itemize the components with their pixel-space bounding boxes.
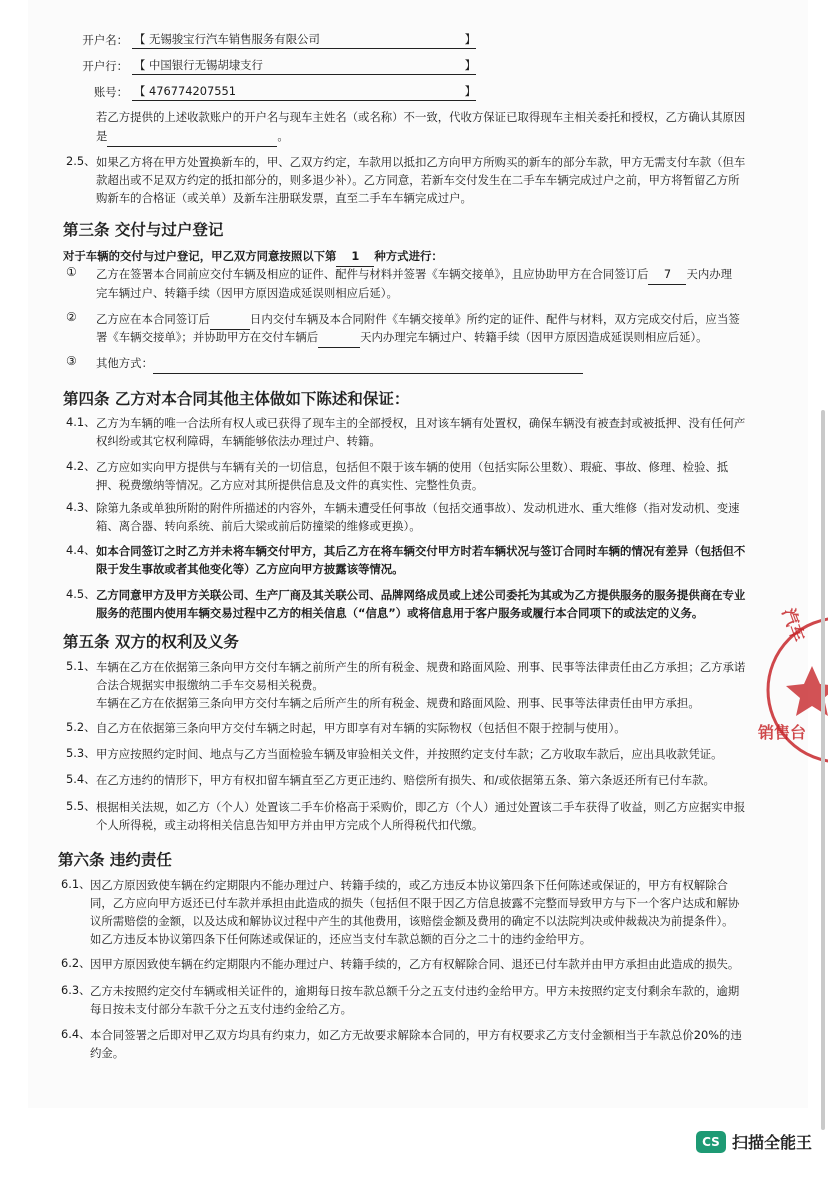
account-number-label: 账号： (93, 84, 128, 99)
clause-4-4-number: 4.4、 (66, 543, 96, 557)
option-1-line1-suffix: 天内办理 (686, 267, 733, 281)
clause-4-3-number: 4.3、 (66, 500, 96, 514)
close-bracket: 】 (464, 32, 476, 46)
clause-6-1-line1: 因乙方原因致使车辆在约定期限内不能办理过户、转籍手续的，或乙方违反本协议第四条下任何陈述或保证的，甲方有权解除合 (90, 878, 728, 892)
clause-6-3-line1: 乙方未按照约定交付车辆或相关证件的，逾期每日按车款总额千分之五支付违约金给甲方。甲方未按照约定支付剩余车款的，逾期 (90, 984, 740, 998)
option-2-line2-prefix: 署《车辆交接单》；并协助甲方在交付车辆后 (96, 330, 319, 344)
option-3-label: 其他方式： (96, 356, 153, 370)
account-note-suffix: 。 (277, 129, 289, 143)
option-1-days: 7 (648, 265, 686, 285)
clause-4-2-number: 4.2、 (66, 459, 96, 473)
clause-5-1-line2: 合法合规据实申报缴纳二手车交易相关税费。 (96, 678, 324, 692)
section-3-intro (63, 247, 443, 267)
clause-6-3-line2: 每日按未支付部分车款千分之五支付违约金给乙方。 (90, 1002, 352, 1016)
clause-6-4-number: 6.4、 (61, 1027, 91, 1041)
option-2-line2-suffix: 天内办理完车辆过户、转籍手续（因甲方原因造成延误则相应后延）。 (360, 330, 708, 344)
clause-5-4-line1: 在乙方违约的情形下，甲方有权扣留车辆直至乙方更正违约、赔偿所有损失、和/或依据第五条、第六条返还所有已付车款。 (96, 773, 715, 787)
account-bank-label: 开户行： (82, 58, 128, 73)
clause-6-4-line2: 约金。 (90, 1046, 125, 1060)
clause-5-5-line1: 根据相关法规，如乙方（个人）处置该二手车价格高于采购价，即乙方（个人）通过处置该二手车获得了收益，则乙方应据实申报 (96, 800, 746, 814)
section-3-title: 第三条 交付与过户登记 (63, 221, 224, 239)
option-2-line2 (96, 328, 708, 348)
clause-5-1-line3: 车辆在乙方在依据第三条向甲方交付车辆之后所产生的所有税金、规费和路面风险、刑事、民事等法律责任由甲方承担。 (96, 696, 700, 710)
account-bank-value: 【 中国银行无锡胡埭支行 (134, 58, 263, 72)
close-bracket: 】 (464, 84, 476, 98)
section-6-title: 第六条 违约责任 (58, 851, 172, 869)
option-2-mark: ② (66, 310, 77, 324)
section-3-intro-prefix: 对于车辆的交付与过户登记，甲乙双方同意按照以下第 (63, 249, 337, 263)
clause-2-5-number: 2.5、 (66, 154, 96, 168)
clause-5-2-number: 5.2、 (66, 720, 96, 734)
option-2-line1 (96, 310, 740, 330)
section-3-intro-suffix: 种方式进行： (374, 249, 443, 263)
clause-5-2-line1: 自乙方在依据第三条向甲方交付车辆之时起，甲方即享有对车辆的实际物权（包括但不限于控制与使用）。 (96, 721, 626, 735)
option-2-transfer-days-blank (318, 328, 360, 348)
camscanner-logo-icon: CS (696, 1131, 726, 1153)
option-1-line2: 完车辆过户、转籍手续（因甲方原因造成延误则相应后延）。 (96, 286, 398, 300)
clause-6-4-line1: 本合同签署之后即对甲乙双方均具有约束力，如乙方无故要求解除本合同的，甲方有权要求乙方支付金额相当于车款总价20%的违 (90, 1028, 742, 1042)
clause-5-5-number: 5.5、 (66, 799, 96, 813)
account-bank-field (132, 56, 476, 75)
clause-4-5-line1: 乙方同意甲方及甲方关联公司、生产厂商及其关联公司、品牌网络成员或上述公司委托为其或为乙方提供服务的服务提供商在专业 (96, 588, 746, 602)
method-choice: 1 (336, 247, 374, 267)
section-4-title: 第四条 乙方对本合同其他主体做如下陈述和保证： (63, 390, 410, 408)
clause-5-1-line1: 车辆在乙方在依据第三条向甲方交付车辆之前所产生的所有税金、规费和路面风险、刑事、民事等法律责任由乙方承担；乙方承诺 (96, 660, 746, 674)
option-2-line1-mid: 日内交付车辆及本合同附件《车辆交接单》所约定的证件、配件与材料，双方完成交付后，应当签 (249, 312, 740, 326)
account-note-line2 (96, 127, 289, 147)
clause-4-1-number: 4.1、 (66, 415, 96, 429)
seal-text-top: 汽车 (777, 605, 808, 645)
clause-2-5-line3: 购新车的合格证（或关单）及新车注册联发票，直至二手车车辆完成过户。 (96, 191, 472, 205)
clause-4-2-line2: 押、税费缴纳等情况。乙方应对其所提供信息及文件的真实性、完整性负责。 (96, 478, 484, 492)
clause-4-3-line1: 除第九条或单独所附的附件所描述的内容外，车辆未遭受任何事故（包括交通事故）、发动机进水、重大维修（指对发动机、变速 (96, 501, 740, 515)
clause-5-1-number: 5.1、 (66, 659, 96, 673)
contract-page (28, 0, 808, 1108)
clause-4-4-line2: 限于发生事故或者其他变化等）乙方应向甲方披露该等情况。 (96, 562, 404, 576)
clause-5-3-line1: 甲方应按照约定时间、地点与乙方当面检验车辆及审验相关文件，并按照约定支付车款；乙方收取车款后，应出具收款凭证。 (96, 747, 723, 761)
account-name-label: 开户名： (82, 32, 128, 47)
account-name-value: 【 无锡骏宝行汽车销售服务有限公司 (134, 32, 320, 46)
account-number-value: 【 476774207551 (134, 84, 236, 98)
option-2-delivery-days-blank (210, 310, 250, 330)
clause-6-2-line1: 因甲方原因致使车辆在约定期限内不能办理过户、转籍手续的，乙方有权解除合同、退还已付车款并由甲方承担由此造成的损失。 (90, 957, 740, 971)
clause-4-5-line2: 服务的范围内使用车辆交易过程中乙方的相关信息（“信息”）或将信息用于客户服务或履行本合同项下的或法定的义务。 (96, 606, 704, 620)
reason-blank (107, 127, 277, 147)
clause-4-1-line1: 乙方为车辆的唯一合法所有权人或已获得了现车主的全部授权，且对该车辆有处置权，确保车辆没有被查封或被抵押、没有任何产 (96, 416, 746, 430)
clause-6-2-number: 6.2、 (61, 956, 91, 970)
account-name-field (132, 30, 476, 49)
clause-6-1-line4: 如乙方违反本协议第四条下任何陈述或保证的，还应当支付车款总额的百分之二十的违约金给甲方。 (90, 932, 592, 946)
clause-2-5-line1: 如果乙方将在甲方处置换新车的，甲、乙双方约定，车款用以抵扣乙方向甲方所购买的新车的部分车款，甲方无需支付车款（但车 (96, 155, 746, 169)
clause-2-5-line2: 款超出或不足双方约定的抵扣部分的，则多退少补）。乙方同意，若新车交付发生在二手车车辆完成过户之前，甲方将暂留乙方所 (96, 173, 740, 187)
clause-6-1-line2: 同，乙方应向甲方返还已付车款并承担由此造成的损失（包括但不限于因乙方信息披露不完整而导致甲方与下一个客户达成和解协 (90, 896, 740, 910)
scrollbar[interactable] (821, 410, 825, 1130)
scanner-watermark (696, 1130, 812, 1153)
account-note-line1: 若乙方提供的上述收款账户的开户名与现车主姓名（或名称）不一致，代收方保证已取得现车主相关委托和授权，乙方确认其原因 (96, 110, 746, 124)
account-name-row (68, 30, 476, 49)
clause-6-1-number: 6.1、 (61, 877, 91, 891)
account-note-prefix: 是 (96, 129, 108, 143)
option-1-mark: ① (66, 265, 77, 279)
clause-4-3-line2: 箱、离合器、转向系统、前后大梁或前后防撞梁的维修或更换）。 (96, 519, 421, 533)
watermark-text: 扫描全能王 (731, 1133, 812, 1152)
account-number-field (132, 82, 476, 101)
option-1-line1 (96, 265, 732, 285)
clause-4-2-line1: 乙方应如实向甲方提供与车辆有关的一切信息，包括但不限于该车辆的使用（包括实际公里数）、瑕疵、事故、修理、检验、抵 (96, 460, 729, 474)
clause-4-5-number: 4.5、 (66, 587, 96, 601)
clause-5-3-number: 5.3、 (66, 746, 96, 760)
option-3-line (96, 354, 583, 374)
clause-6-1-line3: 议所需赔偿的金额，以及达成和解协议过程中产生的其他费用，该赔偿金额及费用的确定不以法院判决或仲裁裁决为前提条件）。 (90, 914, 734, 928)
seal-text-bottom: 销售台 (758, 723, 807, 742)
clause-6-3-number: 6.3、 (61, 983, 91, 997)
account-number-row (68, 82, 476, 101)
close-bracket: 】 (464, 58, 476, 72)
clause-4-4-line1: 如本合同签订之时乙方并未将车辆交付甲方，其后乙方在将车辆交付甲方时若车辆状况与签订合同时车辆的情况有差异（包括但不 (96, 544, 746, 558)
section-5-title: 第五条 双方的权利及义务 (63, 633, 239, 651)
option-3-mark: ③ (66, 354, 77, 368)
option-2-line1-prefix: 乙方应在本合同签订后 (96, 312, 210, 326)
clause-5-4-number: 5.4、 (66, 772, 96, 786)
other-method-blank (153, 354, 583, 374)
clause-4-1-line2: 权纠纷或其它权利障碍，车辆能够依法办理过户、转籍。 (96, 434, 381, 448)
option-1-line1-prefix: 乙方在签署本合同前应交付车辆及相应的证件、配件与材料并签署《车辆交接单》，且应协助甲方在合同签订后 (96, 267, 649, 281)
clause-5-5-line2: 个人所得税，或主动将相关信息告知甲方并由甲方完成个人所得税代扣代缴。 (96, 818, 484, 832)
account-bank-row (68, 56, 476, 75)
